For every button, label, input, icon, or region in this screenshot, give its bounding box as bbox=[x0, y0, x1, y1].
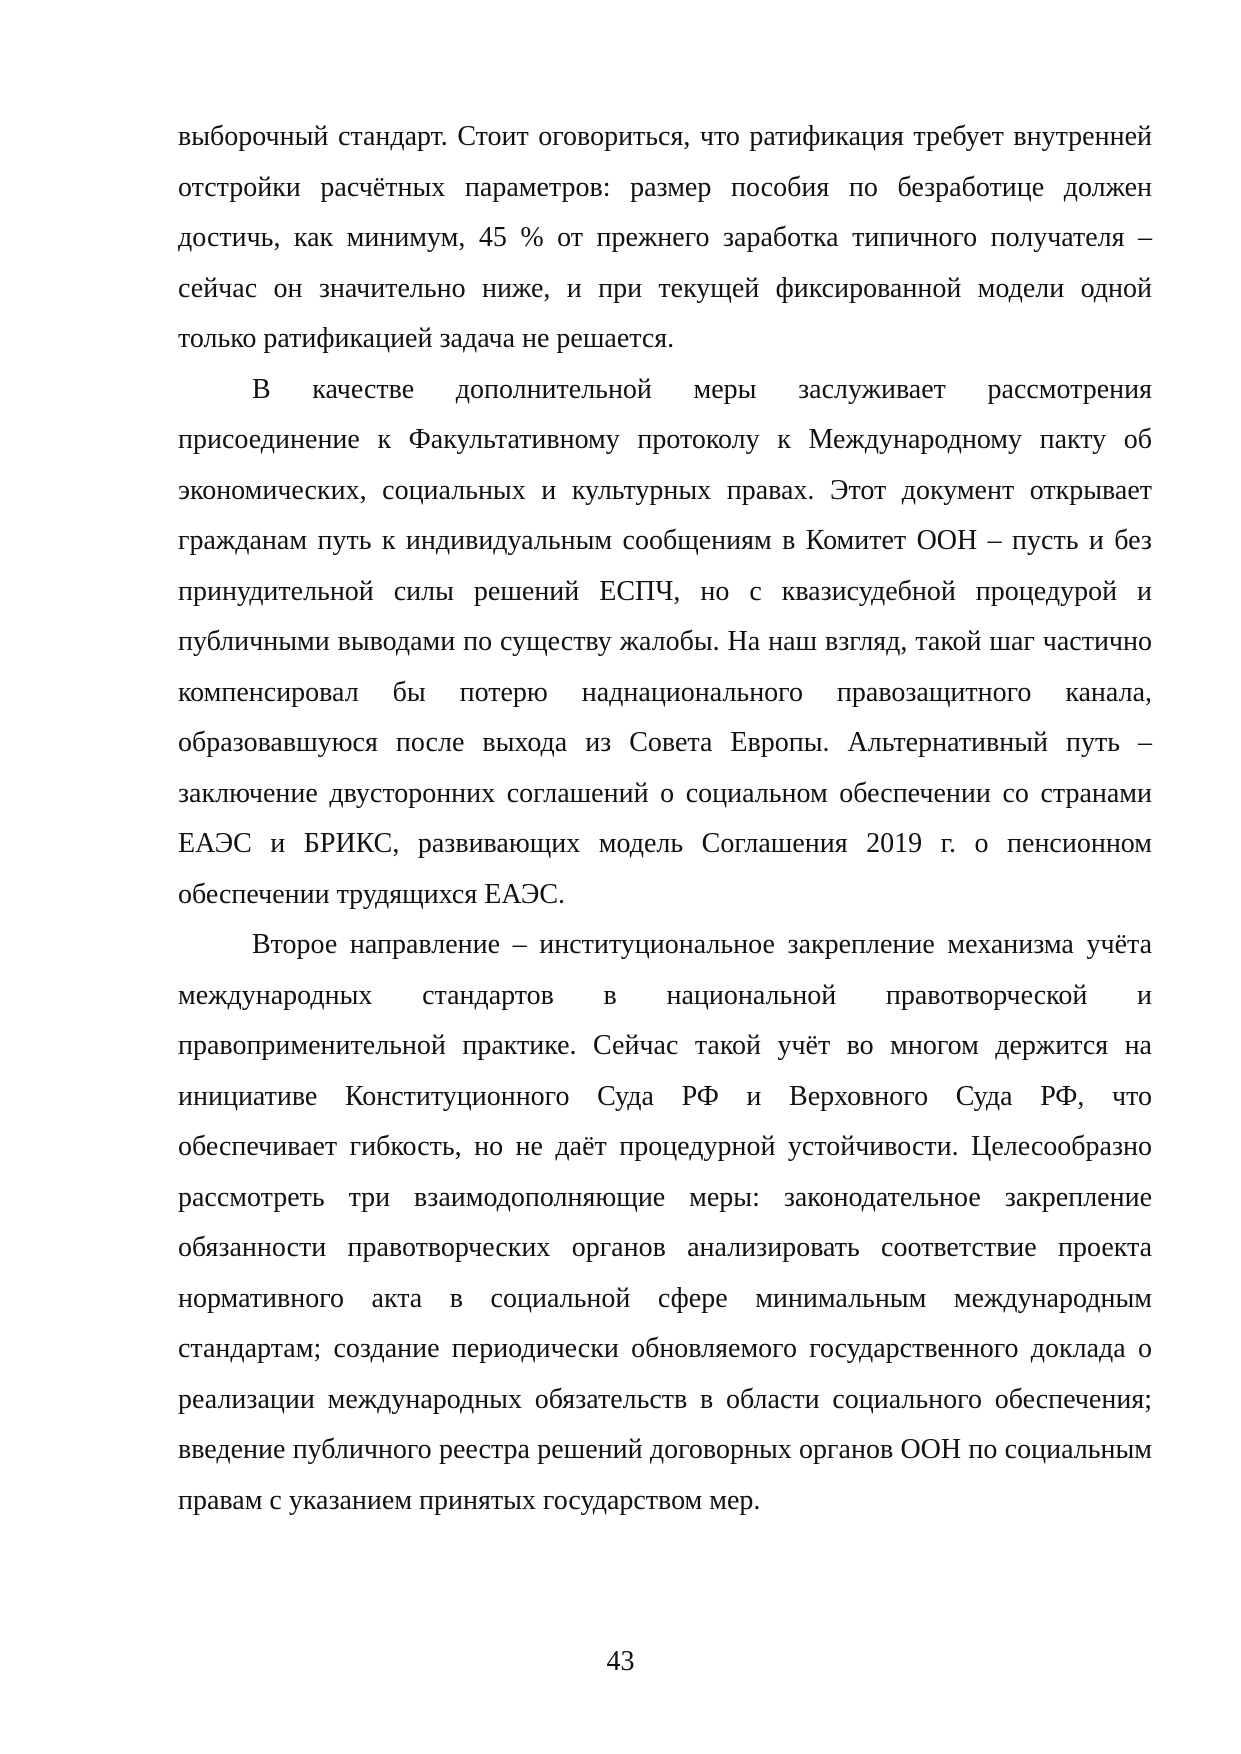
body-text bbox=[178, 112, 1152, 1526]
paragraph-continuation: выборочный стандарт. Стоит оговориться, что ратификация требует внутренней отстройки расчётных параметров: размер пособия по безработице должен достичь, как минимум, 45 % от прежнего заработка типичного получателя – сейчас он значительно ниже, и при текущей фиксированной модели одной только ратификацией задача не решается. bbox=[178, 121, 1152, 354]
paragraph-second-direction: Второе направление – институциональное закрепление механизма учёта международных стандартов в национальной правотворческой и правоприменительной практике. Сейчас такой учёт во многом держится на инициативе Конституционного Суда РФ и Верховного Суда РФ, что обеспечивает гибкость, но не даёт процедурной устойчивости. Целесообразно рассмотреть три взаимодополняющие меры: законодательное закрепление обязанности правотворческих органов анализировать соответствие проекта нормативного акта в социальной сфере минимальным международным стандартам; создание периодически обновляемого государственного доклада о реализации международных обязательств в области социального обеспечения; введение публичного реестра решений договорных органов ООН по социальным правам с указанием принятых государством мер. bbox=[178, 929, 1152, 1516]
page-number: 43 bbox=[606, 1646, 635, 1677]
paragraph-optional-protocol: В качестве дополнительной меры заслуживает рассмотрения присоединение к Факультативному протоколу к Международному пакту об экономических, социальных и культурных правах. Этот документ открывает гражданам путь к индивидуальным сообщениям в Комитет ООН – пусть и без принудительной силы решений ЕСПЧ, но с квазисудебной процедурой и публичными выводами по существу жалобы. На наш взгляд, такой шаг частично компенсировал бы потерю наднационального правозащитного канала, образовавшуюся после выхода из Совета Европы. Альтернативный путь – заключение двусторонних соглашений о социальном обеспечении со странами ЕАЭС и БРИКС, развивающих модель Соглашения 2019 г. о пенсионном обеспечении трудящихся ЕАЭС. bbox=[178, 373, 1152, 910]
